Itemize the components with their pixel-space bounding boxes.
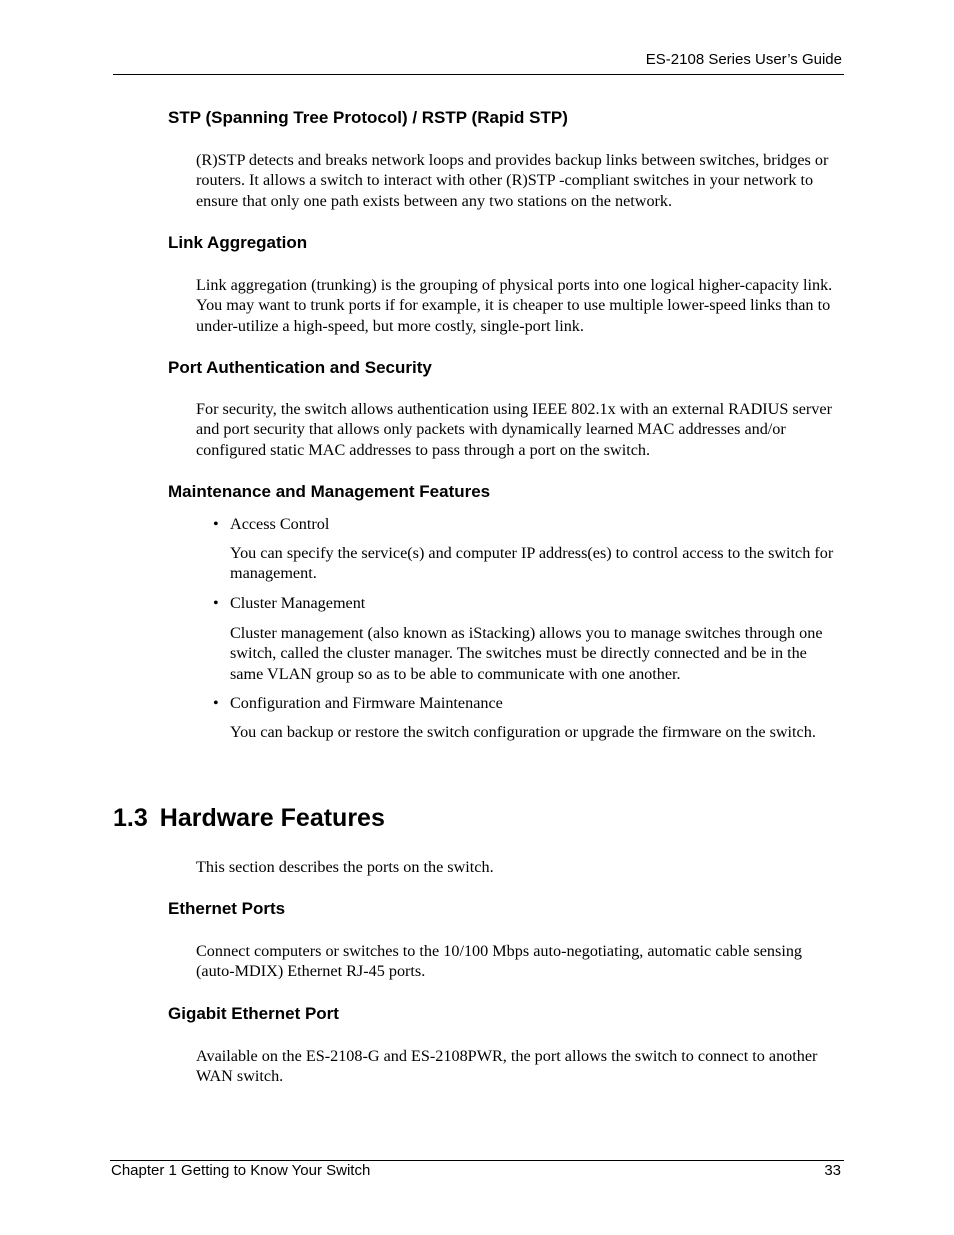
footer-chapter: Chapter 1 Getting to Know Your Switch [111,1162,371,1179]
footer-divider [110,1160,844,1161]
header-divider [113,74,844,75]
bullet-marker: • [213,515,219,533]
section-heading-maintenance: Maintenance and Management Features [168,482,491,501]
document-title: ES-2108 Series User’s Guide [645,51,842,68]
list-item-title-access-control [213,514,329,534]
section-heading-link-aggregation: Link Aggregation [168,233,308,252]
list-item-body-cluster-management: Cluster management (also known as iStacking) allows you to manage switches through one switch, called the cluster manager. The switches must be directly connected and be in the same VLAN group so as to be able to communicate with one another. [230,624,823,683]
list-item-title: Configuration and Firmware Maintenance [230,694,503,712]
bullet-marker: • [213,694,219,712]
section-heading-gigabit-port: Gigabit Ethernet Port [168,1004,339,1023]
section-body-gigabit-port: Available on the ES-2108-G and ES-2108PWR, the port allows the switch to connect to another WAN switch. [196,1047,818,1086]
list-item-title: Cluster Management [230,594,366,612]
bullet-marker: • [213,594,219,612]
list-item-title-config-firmware [213,693,503,713]
page-number: 33 [824,1162,841,1179]
section-body-ethernet-ports: Connect computers or switches to the 10/100 Mbps auto-negotiating, automatic cable sensing (auto-MDIX) Ethernet RJ-45 ports. [196,942,803,981]
section-heading-stp: STP (Spanning Tree Protocol) / RSTP (Rapid STP) [168,108,568,127]
section-body-link-aggregation: Link aggregation (trunking) is the grouping of physical ports into one logical higher-capacity link. You may want to trunk ports if for example, it is cheaper to use multiple lower-speed links than to under-utilize a high-speed, but more costly, single-port link. [196,276,833,335]
section-heading-ethernet-ports: Ethernet Ports [168,899,286,918]
section-body-stp: (R)STP detects and breaks network loops and provides backup links between switches, bridges or routers. It allows a switch to interact with other (R)STP -compliant switches in your network to ensure that only one path exists between any two stations on the network. [196,151,829,210]
section-number: 1.3 [113,804,148,832]
section-title: Hardware Features [159,804,385,832]
list-item-title: Access Control [230,515,330,533]
list-item-title-cluster-management [213,593,365,613]
list-item-body-access-control: You can specify the service(s) and computer IP address(es) to control access to the switch for management. [230,544,834,583]
list-item-body-config-firmware: You can backup or restore the switch configuration or upgrade the firmware on the switch. [230,723,816,741]
chapter-section-heading [113,803,385,833]
section-heading-port-auth: Port Authentication and Security [168,358,432,377]
section-body-port-auth: For security, the switch allows authentication using IEEE 802.1x with an external RADIUS server and port security that allows only packets with dynamically learned MAC addresses and/or configured static MAC addresses to pass through a port on the switch. [196,400,832,459]
hardware-intro: This section describes the ports on the switch. [196,858,494,876]
